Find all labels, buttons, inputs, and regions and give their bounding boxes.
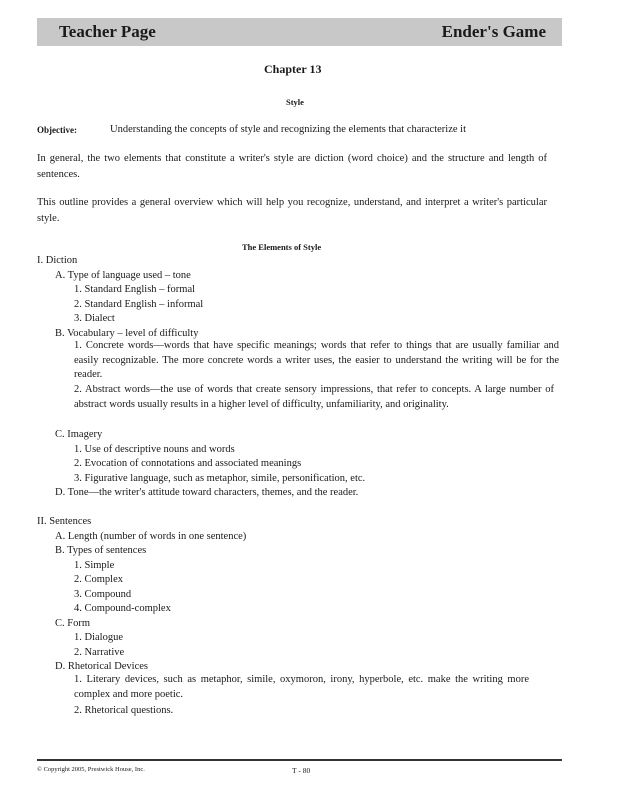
- outline-item: A. Type of language used – tone: [55, 270, 191, 281]
- outline-item: 2. Evocation of connotations and associated meanings: [74, 458, 302, 469]
- chapter-title: Chapter 13: [264, 62, 322, 76]
- outline-item: 2. Narrative: [74, 647, 125, 658]
- outline-item: 1. Simple: [74, 560, 115, 571]
- outline-item: 3. Figurative language, such as metaphor, simile, personification, etc.: [74, 473, 366, 484]
- outline-item: B. Types of sentences: [55, 545, 147, 556]
- overview-paragraph: This outline provides a general overview which will help you recognize, understand, and interpret a writer's particular style.: [37, 197, 547, 224]
- objective-text: Understanding the concepts of style and recognizing the elements that characterize it: [110, 124, 466, 135]
- intro-paragraph: In general, the two elements that constitute a writer's style are diction (word choice) and the structure and length of sentences.: [37, 153, 547, 180]
- footer-rule: [37, 759, 562, 761]
- outline-item: A. Length (number of words in one sentence): [55, 531, 247, 542]
- outline-item: C. Form: [55, 618, 91, 629]
- outline-heading-diction: I. Diction: [37, 255, 78, 266]
- objective-label: Objective:: [37, 125, 77, 135]
- footer-copyright: © Copyright 2005, Prestwick House, Inc.: [37, 766, 145, 773]
- footer-page-number: T - 80: [292, 766, 311, 775]
- outline-item: 4. Compound-complex: [74, 603, 171, 614]
- header-book-title: Ender's Game: [441, 22, 546, 41]
- outline-item: 2. Abstract words—the use of words that create sensory impressions, that refer to concepts. A large number of abstract words usually results in a higher level of difficulty, unfamiliarity, and originality.: [74, 384, 554, 410]
- outline-title: The Elements of Style: [242, 242, 322, 252]
- outline-item: 1. Use of descriptive nouns and words: [74, 444, 235, 455]
- outline-item: 1. Dialogue: [74, 632, 123, 643]
- header-teacher-page: Teacher Page: [59, 22, 156, 41]
- outline-item: 2. Standard English – informal: [74, 299, 204, 310]
- outline-item: D. Tone—the writer's attitude toward characters, themes, and the reader.: [55, 487, 359, 498]
- outline-item: D. Rhetorical Devices: [55, 661, 149, 672]
- outline-item: B. Vocabulary – level of difficulty: [55, 328, 199, 339]
- outline-item: 3. Dialect: [74, 313, 115, 324]
- outline-item: 2. Complex: [74, 574, 123, 585]
- section-title: Style: [286, 97, 304, 107]
- outline-item: 3. Compound: [74, 589, 132, 600]
- outline-item: 2. Rhetorical questions.: [74, 705, 174, 716]
- outline-item: C. Imagery: [55, 429, 103, 440]
- outline-item: 1. Literary devices, such as metaphor, simile, oxymoron, irony, hyperbole, etc. make the writing more complex and more poetic.: [74, 674, 529, 700]
- outline-item: 1. Standard English – formal: [74, 284, 196, 295]
- outline-heading-sentences: II. Sentences: [37, 516, 92, 527]
- header-bar: [37, 18, 562, 46]
- outline-item: 1. Concrete words—words that have specific meanings; words that refer to things that are usually familiar and easily recognizable. The more concrete words a writer uses, the easier to understand the writing will be for the reader.: [74, 340, 559, 380]
